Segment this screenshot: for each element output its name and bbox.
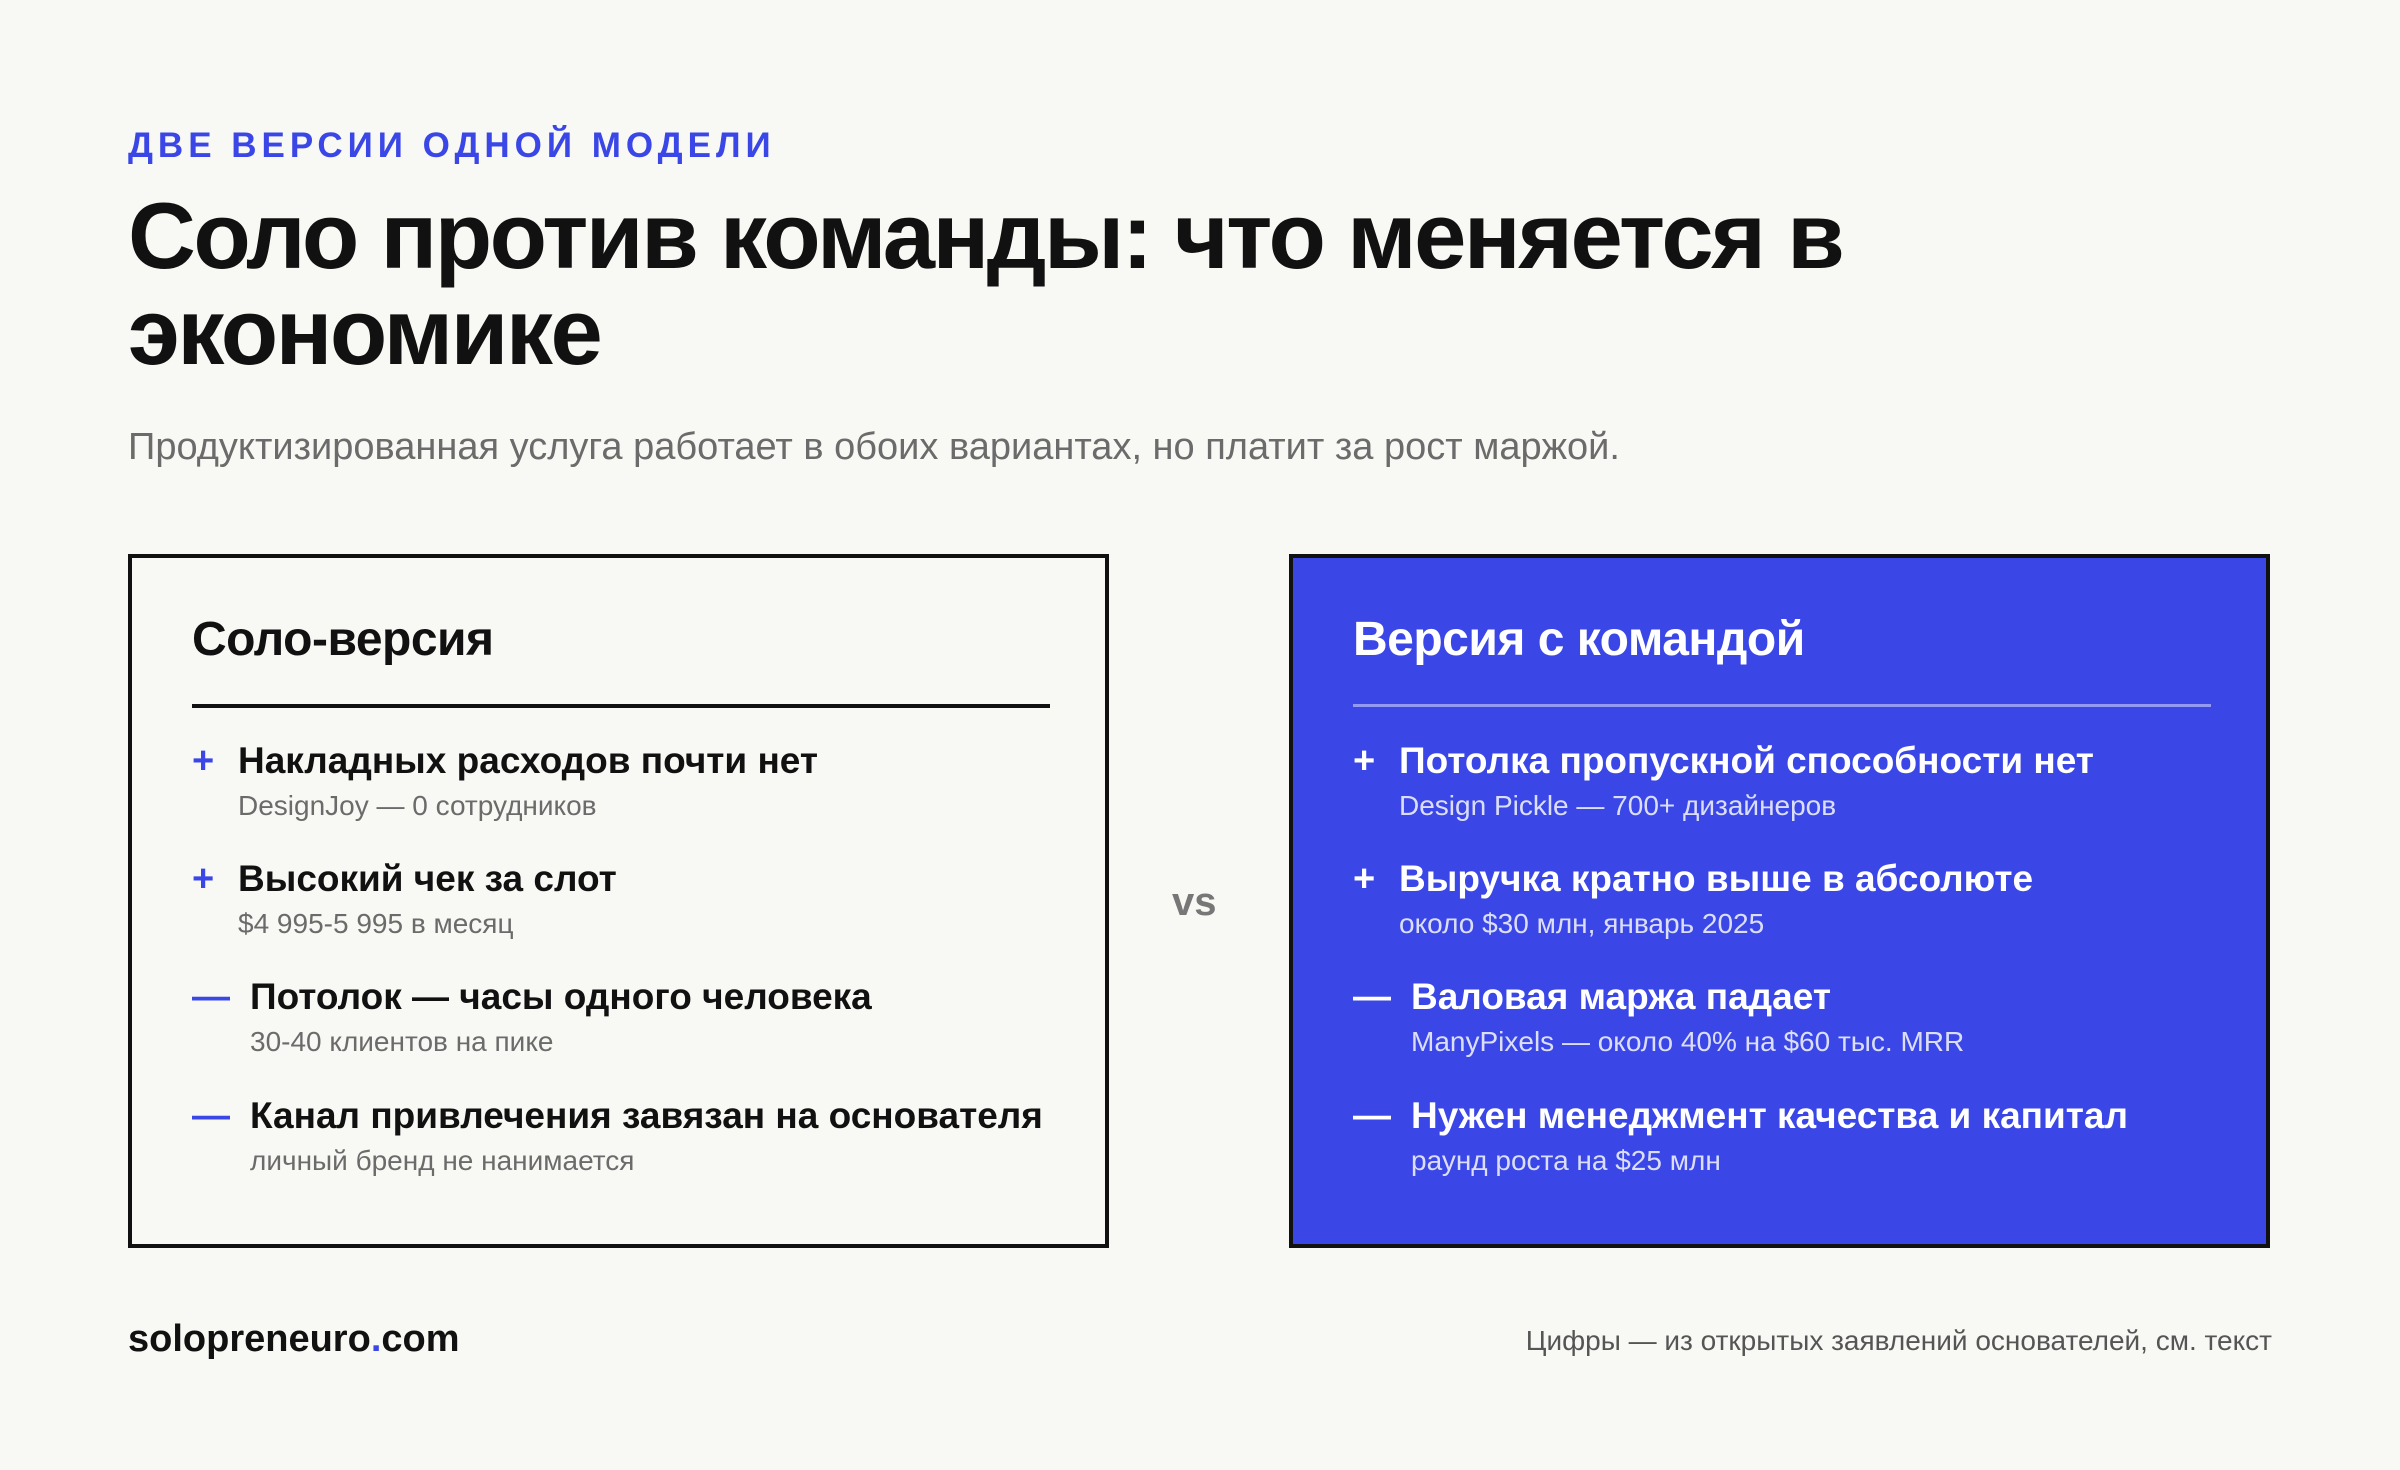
- plus-icon: +: [192, 858, 215, 900]
- minus-icon: —: [192, 1095, 230, 1137]
- solo-item-title: Накладных расходов почти нет: [238, 740, 819, 781]
- team-card-divider: [1353, 704, 2211, 707]
- brand-dot: .: [370, 1318, 382, 1360]
- solo-item-con: [192, 974, 872, 1062]
- solo-item-title: Канал привлечения завязан на основателя: [250, 1095, 1043, 1136]
- team-card-title: Версия с командой: [1353, 613, 1805, 666]
- solo-item-pro: [192, 738, 818, 826]
- minus-icon: —: [192, 976, 230, 1018]
- team-item-sub: раунд роста на $25 млн: [1411, 1145, 1721, 1176]
- solo-item-con: [192, 1093, 1043, 1181]
- page-subtitle: Продуктизированная услуга работает в обоих вариантах, но платит за рост маржой.: [128, 426, 1620, 468]
- brand-name: solopreneuro: [128, 1318, 371, 1360]
- vs-label: vs: [1172, 880, 1217, 924]
- plus-icon: +: [1353, 858, 1376, 900]
- solo-item-pro: [192, 856, 617, 944]
- eyebrow-label: ДВЕ ВЕРСИИ ОДНОЙ МОДЕЛИ: [128, 126, 776, 165]
- solo-card: [128, 554, 1109, 1248]
- team-item-pro: [1353, 856, 2033, 944]
- solo-card-title: Соло-версия: [192, 613, 494, 666]
- footnote: Цифры — из открытых заявлений основателей, см. текст: [1525, 1325, 2272, 1356]
- team-item-sub: Design Pickle — 700+ дизайнеров: [1399, 790, 1837, 821]
- minus-icon: —: [1353, 976, 1391, 1018]
- solo-card-divider: [192, 704, 1050, 708]
- brand-logo[interactable]: [128, 1318, 460, 1361]
- solo-item-sub: DesignJoy — 0 сотрудников: [238, 790, 597, 821]
- team-item-title: Валовая маржа падает: [1411, 976, 1831, 1017]
- team-item-title: Выручка кратно выше в абсолюте: [1399, 858, 2034, 899]
- team-card: [1289, 554, 2270, 1248]
- team-item-sub: ManyPixels — около 40% на $60 тыс. MRR: [1411, 1026, 1965, 1057]
- solo-item-sub: 30-40 клиентов на пике: [250, 1026, 554, 1057]
- team-item-title: Нужен менеджмент качества и капитал: [1411, 1095, 2128, 1136]
- solo-item-title: Высокий чек за слот: [238, 858, 617, 899]
- team-item-pro: [1353, 738, 2094, 826]
- brand-tld: com: [381, 1318, 460, 1360]
- solo-item-title: Потолок — часы одного человека: [250, 976, 872, 1017]
- team-item-con: [1353, 1093, 2128, 1181]
- plus-icon: +: [1353, 740, 1376, 782]
- team-item-title: Потолка пропускной способности нет: [1399, 740, 2094, 781]
- plus-icon: +: [192, 740, 215, 782]
- minus-icon: —: [1353, 1095, 1391, 1137]
- page-title: Соло против команды: что меняется в экономике: [128, 183, 1843, 384]
- solo-item-sub: личный бренд не нанимается: [250, 1145, 635, 1176]
- solo-item-sub: $4 995-5 995 в месяц: [238, 908, 514, 939]
- team-item-sub: около $30 млн, январь 2025: [1399, 908, 1765, 939]
- team-item-con: [1353, 974, 1964, 1062]
